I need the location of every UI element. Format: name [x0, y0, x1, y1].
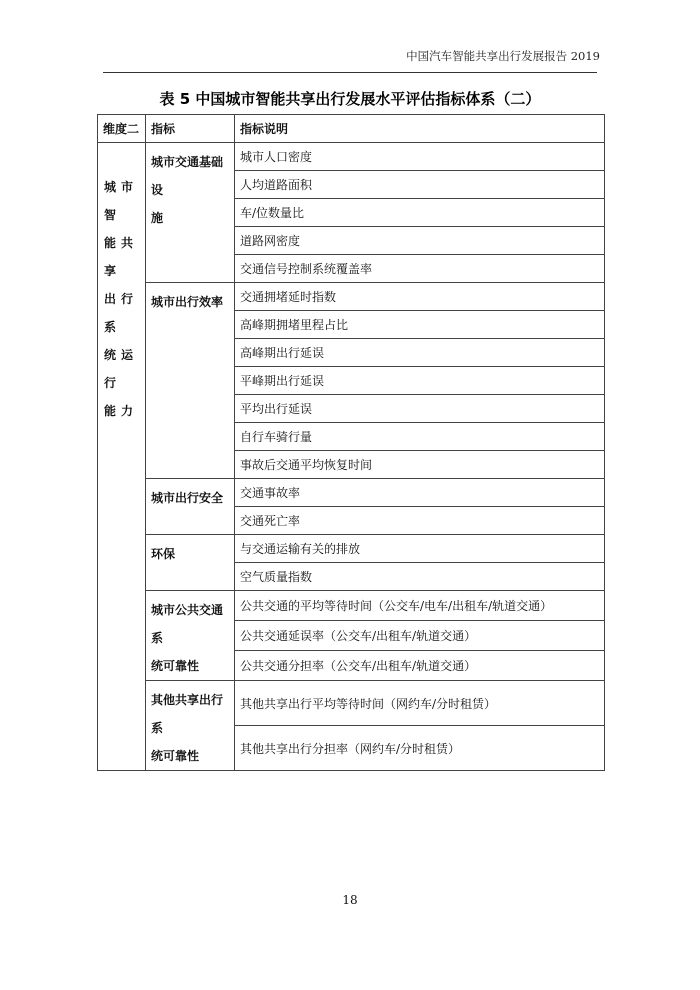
description-cell: 事故后交通平均恢复时间 — [235, 451, 605, 479]
indicator-cell-public-transit — [146, 591, 235, 681]
header-indicator: 指标 — [146, 115, 235, 143]
table-header-row — [98, 115, 605, 143]
description-cell: 高峰期拥堵里程占比 — [235, 311, 605, 339]
description-cell: 自行车骑行量 — [235, 423, 605, 451]
description-cell: 公共交通分担率（公交车/出租车/轨道交通） — [235, 651, 605, 681]
indicator-line: 环保 — [151, 547, 176, 561]
description-cell: 交通事故率 — [235, 479, 605, 507]
dimension-line: 能共享 — [104, 236, 139, 278]
description-cell: 与交通运输有关的排放 — [235, 535, 605, 563]
indicator-line: 城市出行安全 — [151, 491, 224, 505]
description-cell: 交通拥堵延时指数 — [235, 283, 605, 311]
indicator-cell-infrastructure — [146, 143, 235, 283]
table-row — [98, 283, 605, 311]
indicator-line: 统可靠性 — [151, 749, 200, 763]
table-row — [98, 535, 605, 563]
description-cell: 公共交通的平均等待时间（公交车/电车/出租车/轨道交通） — [235, 591, 605, 621]
description-cell: 道路网密度 — [235, 227, 605, 255]
indicator-line: 城市交通基础设 — [151, 155, 224, 197]
table-title: 表 5 中国城市智能共享出行发展水平评估指标体系（二） — [159, 90, 541, 108]
description-cell: 平峰期出行延误 — [235, 367, 605, 395]
table-row — [98, 681, 605, 726]
description-cell: 空气质量指数 — [235, 563, 605, 591]
dimension-line: 城市智 — [104, 180, 139, 222]
header-rule — [103, 72, 597, 73]
header-dimension: 维度二 — [98, 115, 146, 143]
description-cell: 车/位数量比 — [235, 199, 605, 227]
header-description: 指标说明 — [235, 115, 605, 143]
table-row — [98, 143, 605, 171]
indicator-line: 施 — [151, 211, 164, 225]
indicator-cell-environment — [146, 535, 235, 591]
dimension-line: 出行系 — [104, 292, 139, 334]
dimension-line: 能力 — [104, 404, 139, 418]
description-cell: 其他共享出行分担率（网约车/分时租赁） — [235, 726, 605, 771]
dimension-line: 统运行 — [104, 348, 139, 390]
indicator-line: 其他共享出行系 — [151, 693, 224, 735]
description-cell: 平均出行延误 — [235, 395, 605, 423]
indicator-cell-efficiency — [146, 283, 235, 479]
indicator-cell-safety — [146, 479, 235, 535]
description-cell: 交通信号控制系统覆盖率 — [235, 255, 605, 283]
indicator-table — [97, 114, 605, 771]
description-cell: 城市人口密度 — [235, 143, 605, 171]
indicator-line: 城市公共交通系 — [151, 603, 224, 645]
indicator-cell-other-sharing — [146, 681, 235, 771]
description-cell: 交通死亡率 — [235, 507, 605, 535]
page-number: 18 — [342, 893, 358, 907]
indicator-line: 统可靠性 — [151, 659, 200, 673]
indicator-line: 城市出行效率 — [151, 295, 224, 309]
table-row — [98, 479, 605, 507]
dimension-cell — [98, 143, 146, 771]
running-head: 中国汽车智能共享出行发展报告 2019 — [406, 49, 600, 63]
table-row — [98, 591, 605, 621]
description-cell: 公共交通延误率（公交车/出租车/轨道交通） — [235, 621, 605, 651]
description-cell: 其他共享出行平均等待时间（网约车/分时租赁） — [235, 681, 605, 726]
description-cell: 人均道路面积 — [235, 171, 605, 199]
description-cell: 高峰期出行延误 — [235, 339, 605, 367]
